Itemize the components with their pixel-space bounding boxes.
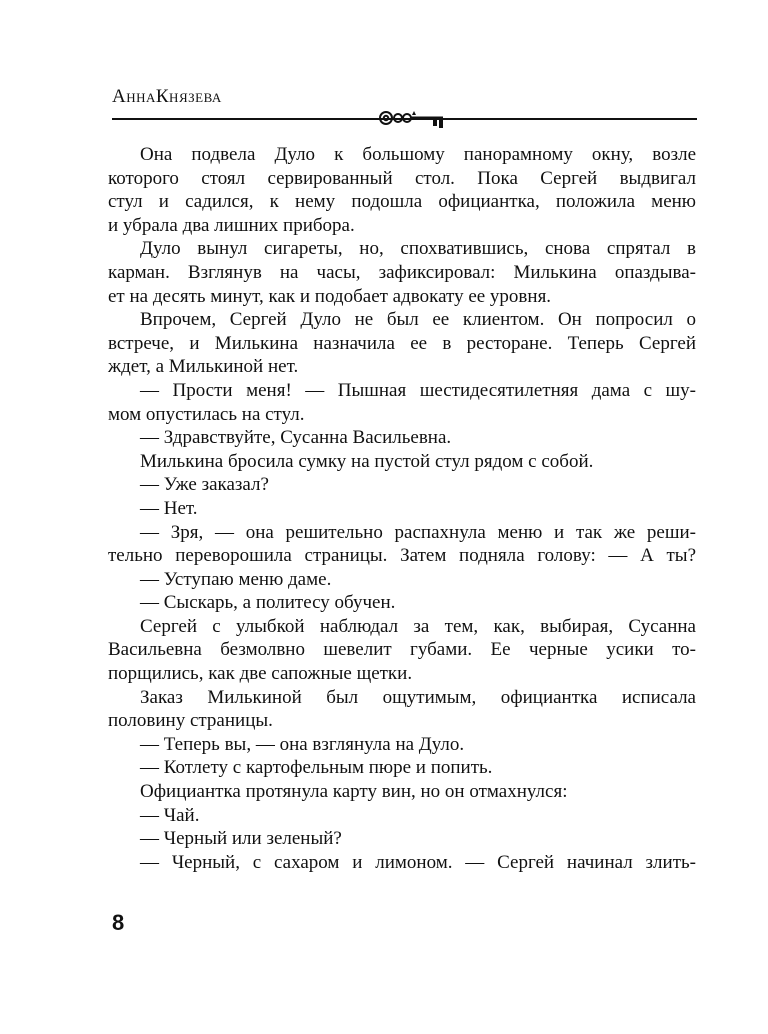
text-line: ждет, а Милькиной нет. — [108, 356, 299, 378]
page-number: 8 — [112, 910, 125, 935]
text-line: порщились, как две сапожные щетки. — [108, 663, 413, 685]
text-line: Она подвела Дуло к большому панорамному окну, возле — [140, 144, 696, 165]
text-line: — Чай. — [140, 804, 200, 826]
text-line: и убрала два лишних прибора. — [108, 214, 355, 236]
text-line: которого стоял сервированный стол. Пока Сергей выдвигал — [108, 167, 696, 189]
text-line: половину страницы. — [108, 710, 273, 732]
text-line: ет на десять минут, как и подобает адвокату ее уровня. — [108, 285, 552, 307]
text-line: Дуло вынул сигареты, но, спохватившись, снова спрятал в — [140, 238, 696, 260]
text-line: Впрочем, Сергей Дуло не был ее клиентом. Он попросил о — [140, 309, 696, 331]
text-line: — Нет. — [140, 497, 198, 519]
text-line: Васильевна безмолвно шевелит губами. Ее черные усики то- — [108, 639, 696, 661]
text-line: — Прости меня! — Пышная шестидесятилетняя дама с шу- — [140, 379, 696, 401]
text-line: — Уже заказал? — [140, 474, 269, 496]
text-line: встрече, и Милькина назначила ее в ресторане. Теперь Сергей — [108, 332, 696, 354]
text-line: — Котлету с картофельным пюре и попить. — [140, 757, 493, 779]
text-line: Сергей с улыбкой наблюдал за тем, как, выбирая, Сусанна — [140, 615, 696, 637]
header-rule — [112, 118, 697, 120]
text-line: Заказ Милькиной был ощутимым, официантка исписала — [140, 686, 696, 708]
text-line: тельно переворошила страницы. Затем подняла голову: — А ты? — [108, 545, 696, 567]
text-line: — Черный или зеленый? — [140, 828, 342, 850]
text-line: — Теперь вы, — она взглянула на Дуло. — [140, 733, 465, 755]
text-line: — Черный, с сахаром и лимоном. — Сергей начинал злить- — [140, 851, 696, 873]
text-line: карман. Взглянув на часы, зафиксировал: Милькина опаздыва- — [108, 261, 696, 283]
text-line: стул и садился, к нему подошла официантка, положила меню — [108, 191, 696, 213]
text-line: Официантка протянула карту вин, но он отмахнулся: — [140, 781, 568, 803]
text-line: мом опустилась на стул. — [108, 403, 305, 425]
text-line: Милькина бросила сумку на пустой стул рядом с собой. — [140, 450, 594, 472]
body-text — [108, 143, 696, 874]
text-line: — Здравствуйте, Сусанна Васильевна. — [140, 427, 452, 449]
text-line: — Сыскарь, а политесу обучен. — [140, 592, 396, 614]
text-line: — Уступаю меню даме. — [140, 568, 332, 590]
header-author: АннаКнязева — [112, 86, 222, 107]
text-line: — Зря, — она решительно распахнула меню и так же реши- — [140, 521, 696, 543]
